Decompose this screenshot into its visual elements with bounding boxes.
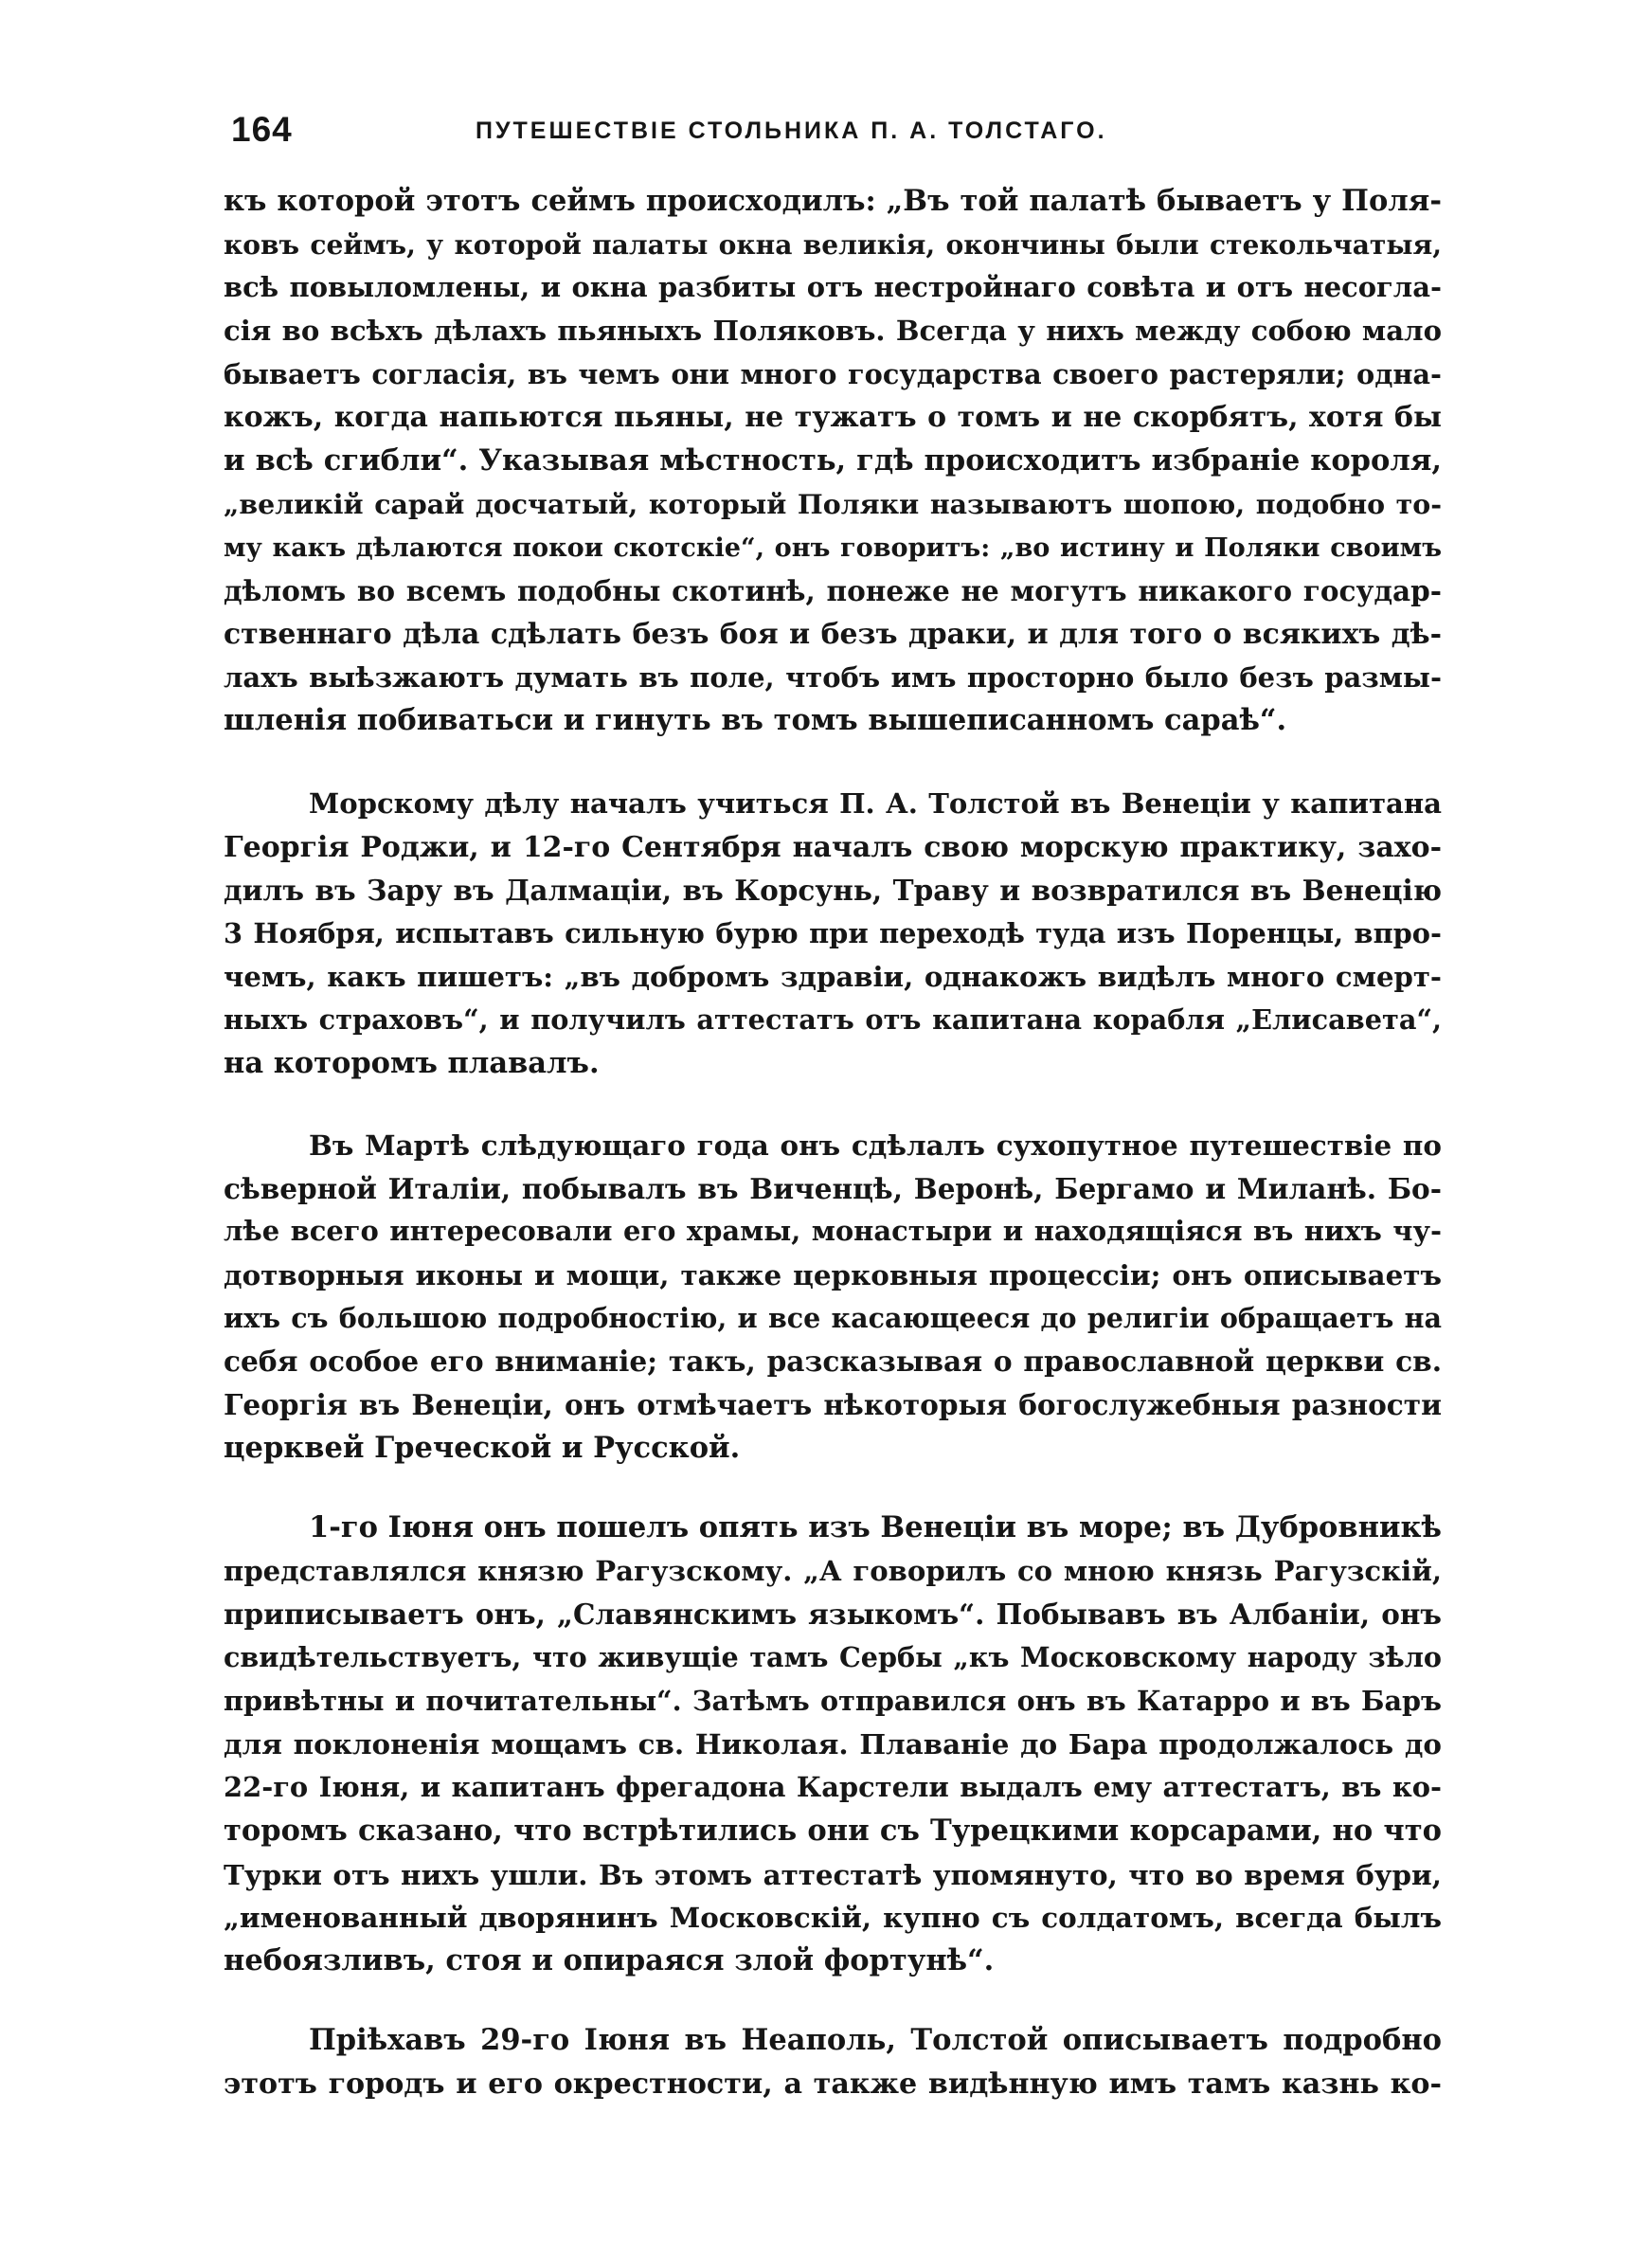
text-line: церквей Греческой и Русской. bbox=[224, 1430, 741, 1465]
text-line: чемъ, какъ пишетъ: „въ добромъ здравіи, однакожъ видѣлъ много смерт- bbox=[224, 960, 1442, 993]
text-line: дотворныя иконы и мощи, также церковныя процессіи; онъ описываетъ bbox=[224, 1258, 1442, 1292]
text-line: приписываетъ онъ, „Славянскимъ языкомъ“. Побывавъ въ Албаніи, онъ bbox=[224, 1598, 1442, 1632]
paragraph-5 bbox=[224, 2019, 1442, 2105]
text-line: Пріѣхавъ 29-го Іюня въ Неаполь, Толстой описываетъ подробно bbox=[309, 2023, 1442, 2057]
text-line: сѣверной Италіи, побывалъ въ Виченцѣ, Веронѣ, Бергамо и Миланѣ. Бо- bbox=[224, 1171, 1442, 1205]
text-line: „именованный дворянинъ Московскій, купно съ солдатомъ, всегда былъ bbox=[224, 1901, 1442, 1935]
paragraph-1 bbox=[224, 180, 1442, 743]
text-line: сія во всѣхъ дѣлахъ пьяныхъ Поляковъ. Всегда у нихъ между собою мало bbox=[224, 315, 1442, 348]
text-line: лахъ выѣзжаютъ думать въ поле, чтобъ имъ просторно было безъ размы- bbox=[224, 660, 1442, 694]
text-line: шленія побиватьси и гинуть въ томъ вышеписанномъ сараѣ“. bbox=[224, 703, 1287, 738]
text-line: Морскому дѣлу началъ учиться П. А. Толстой въ Венеціи у капитана bbox=[309, 787, 1442, 820]
page-number: 164 bbox=[231, 110, 293, 149]
text-line: для поклоненія мощамъ св. Николая. Плаваніе до Бара продолжалось до bbox=[224, 1727, 1442, 1761]
text-line: „великій сарай досчатый, который Поляки называютъ шопою, подобно то- bbox=[224, 487, 1442, 520]
page-header bbox=[231, 106, 1455, 163]
text-line: небоязливъ, стоя и опираяся злой фортунѣ“. bbox=[224, 1942, 995, 1977]
text-line: ковъ сеймъ, у которой палаты окна великія, окончины были стекольчатыя, bbox=[224, 228, 1442, 261]
text-line: ихъ съ большою подробностію, и все касающееся до религіи обращаетъ на bbox=[224, 1301, 1442, 1334]
text-line: себя особое его вниманіе; такъ, разсказывая о православной церкви св. bbox=[224, 1345, 1442, 1379]
text-line: Георгія Роджи, и 12-го Сентября началъ свою морскую практику, захо- bbox=[224, 830, 1442, 864]
text-line: лѣе всего интересовали его храмы, монастыри и находящіяся въ нихъ чу- bbox=[224, 1215, 1442, 1248]
paragraph-2 bbox=[224, 783, 1442, 1086]
text-line: ныхъ страховъ“, и получилъ аттестатъ отъ капитана корабля „Елисавета“, bbox=[224, 1003, 1442, 1037]
text-line: 1-го Іюня онъ пошелъ опять изъ Венеціи въ море; въ Дубровникѣ bbox=[309, 1510, 1442, 1544]
text-line: ственнаго дѣла сдѣлать безъ боя и безъ драки, и для того о всякихъ дѣ- bbox=[224, 617, 1442, 651]
text-line: представлялся князю Рагузскому. „А говорилъ со мною князь Рагузскій, bbox=[224, 1554, 1442, 1587]
text-line: Георгія въ Венеціи, онъ отмѣчаетъ нѣкоторыя богослужебныя разности bbox=[224, 1388, 1442, 1422]
running-head: ПУТЕШЕСТВІЕ СТОЛЬНИКА П. А. ТОЛСТАГО. bbox=[476, 117, 1107, 144]
text-line: этотъ городъ и его окрестности, а также видѣнную имъ тамъ казнь ко- bbox=[224, 2067, 1442, 2101]
text-line: къ которой этотъ сеймъ происходилъ: „Въ той палатѣ бываетъ у Поля- bbox=[224, 184, 1442, 218]
text-line: му какъ дѣлаются покои скотскіе“, онъ говоритъ: „во истину и Поляки своимъ bbox=[224, 533, 1442, 563]
text-line: 22-го Іюня, и капитанъ фрегадона Карстели выдалъ ему аттестатъ, въ ко- bbox=[224, 1771, 1442, 1804]
text-line: торомъ сказано, что встрѣтились они съ Турецкими корсарами, но что bbox=[224, 1813, 1442, 1848]
text-line: Турки отъ нихъ ушли. Въ этомъ аттестатѣ упомянуто, что во время бури, bbox=[224, 1857, 1442, 1891]
text-line: дилъ въ Зару въ Далмаціи, въ Корсунь, Траву и возвратился въ Венецію bbox=[224, 874, 1442, 908]
text-line: Въ Мартѣ слѣдующаго года онъ сдѣлалъ сухопутное путешествіе по bbox=[309, 1128, 1442, 1162]
text-line: дѣломъ во всемъ подобны скотинѣ, понеже не могутъ никакого государ- bbox=[224, 574, 1442, 608]
text-line: бываетъ согласія, въ чемъ они много государства своего растеряли; одна- bbox=[224, 357, 1442, 390]
text-line: всѣ повыломлены, и окна разбиты отъ нестройнаго совѣта и отъ несогла- bbox=[224, 271, 1442, 304]
paragraph-4 bbox=[224, 1507, 1442, 1983]
text-line: на которомъ плавалъ. bbox=[224, 1046, 600, 1081]
paragraph-3 bbox=[224, 1124, 1442, 1471]
text-line: привѣтны и почитательны“. Затѣмъ отправился онъ въ Катарро и въ Баръ bbox=[224, 1684, 1442, 1717]
text-line: и всѣ сгибли“. Указывая мѣстность, гдѣ происходитъ избраніе короля, bbox=[224, 443, 1442, 478]
text-line: 3 Ноября, испытавъ сильную бурю при переходѣ туда изъ Поренцы, впро- bbox=[224, 917, 1442, 950]
text-line: свидѣтельствуетъ, что живущіе тамъ Сербы „къ Московскому народу зѣло bbox=[224, 1641, 1442, 1674]
text-line: кожъ, когда напьются пьяны, не тужатъ о томъ и не скорбятъ, хотя бы bbox=[224, 401, 1442, 435]
